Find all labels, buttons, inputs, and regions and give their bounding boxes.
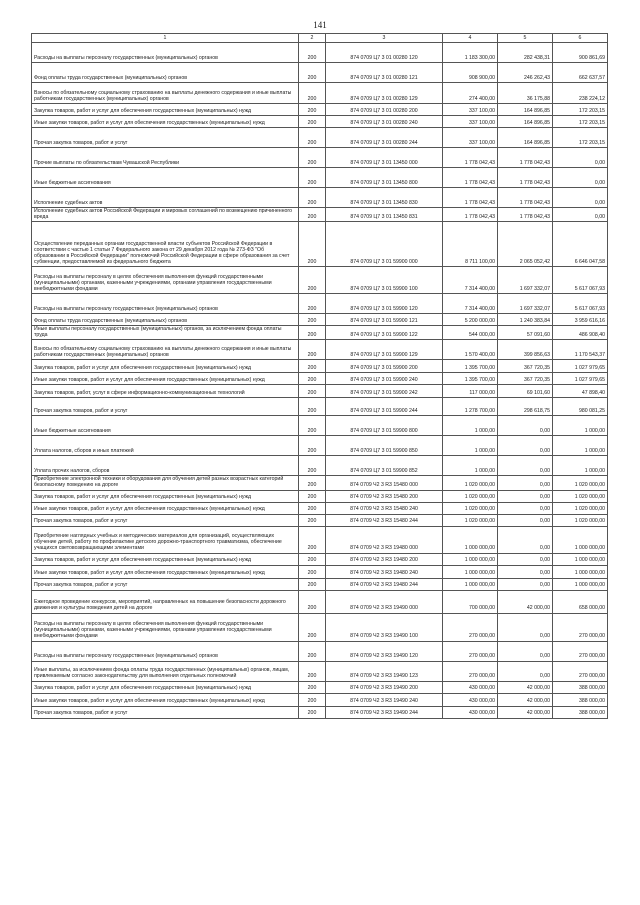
expense-name-cell: Исполнение судебных актов [32, 188, 299, 208]
approved-amount-cell: 7 314 400,00 [443, 294, 498, 314]
expense-name-cell: Приобретение наглядных учебных и методических материалов для организаций, осуществляющих обучение детей, работу по профилактике детского дорожно-транспортного травматизма, обеспечение учащихся световозвращающими элементами [32, 526, 299, 553]
expense-name-cell: Взносы по обязательному социальному страхованию на выплаты денежного содержания и иные выплаты работникам государственных (муниципальных) органов [32, 83, 299, 104]
remaining-amount-cell: 6 646 047,58 [553, 222, 608, 267]
table-row [32, 168, 608, 188]
expense-name-cell: Прочая закупка товаров, работ и услуг [32, 514, 299, 526]
line-code-cell: 200 [299, 148, 326, 168]
remaining-amount-cell: 1 170 543,37 [553, 340, 608, 360]
table-row [32, 514, 608, 526]
executed-amount-cell: 246 262,43 [498, 63, 553, 83]
executed-amount-cell: 0,00 [498, 578, 553, 590]
line-code-cell: 200 [299, 116, 326, 128]
budget-code-cell: 874 0709 Ч2 3 R3 19490 200 [326, 681, 443, 693]
approved-amount-cell: 1 000 000,00 [443, 553, 498, 565]
remaining-amount-cell: 662 637,57 [553, 63, 608, 83]
line-code-cell: 200 [299, 514, 326, 526]
approved-amount-cell: 1 020 000,00 [443, 490, 498, 502]
budget-code-cell: 874 0709 Ч2 3 R3 19490 100 [326, 613, 443, 641]
expense-name-cell: Иные закупки товаров, работ и услуг для обеспечения государственных (муниципальных) нужд [32, 565, 299, 578]
executed-amount-cell: 1 778 042,43 [498, 148, 553, 168]
executed-amount-cell: 0,00 [498, 490, 553, 502]
executed-amount-cell: 164 896,85 [498, 116, 553, 128]
expense-name-cell: Прочая закупка товаров, работ и услуг [32, 128, 299, 148]
table-row [32, 116, 608, 128]
line-code-cell: 200 [299, 565, 326, 578]
remaining-amount-cell: 1 027 979,65 [553, 373, 608, 385]
table-row [32, 565, 608, 578]
approved-amount-cell: 1 000 000,00 [443, 578, 498, 590]
executed-amount-cell: 2 065 052,42 [498, 222, 553, 267]
table-row [32, 222, 608, 267]
table-body [32, 43, 608, 719]
executed-amount-cell: 1 240 383,84 [498, 314, 553, 326]
budget-code-cell: 874 0709 Ц7 3 01 00280 129 [326, 83, 443, 104]
line-code-cell: 200 [299, 706, 326, 718]
table-row [32, 490, 608, 502]
approved-amount-cell: 430 000,00 [443, 693, 498, 706]
table-row [32, 63, 608, 83]
approved-amount-cell: 908 900,00 [443, 63, 498, 83]
remaining-amount-cell: 270 000,00 [553, 661, 608, 681]
approved-amount-cell: 1 020 000,00 [443, 476, 498, 490]
table-row [32, 385, 608, 398]
page-number: 141 [313, 20, 327, 30]
line-code-cell: 200 [299, 590, 326, 613]
approved-amount-cell: 7 314 400,00 [443, 267, 498, 294]
executed-amount-cell: 0,00 [498, 526, 553, 553]
remaining-amount-cell: 1 000 000,00 [553, 565, 608, 578]
budget-code-cell: 874 0709 Ц7 3 01 59900 120 [326, 294, 443, 314]
executed-amount-cell: 42 000,00 [498, 681, 553, 693]
table-row [32, 578, 608, 590]
remaining-amount-cell: 486 908,40 [553, 326, 608, 340]
table-row [32, 590, 608, 613]
table-row [32, 188, 608, 208]
table-row [32, 681, 608, 693]
remaining-amount-cell: 172 203,15 [553, 104, 608, 116]
remaining-amount-cell: 1 000,00 [553, 436, 608, 456]
expense-name-cell: Прочая закупка товаров, работ и услуг [32, 706, 299, 718]
expense-name-cell: Уплата прочих налогов, сборов [32, 456, 299, 476]
approved-amount-cell: 1 000,00 [443, 416, 498, 436]
line-code-cell: 200 [299, 314, 326, 326]
expense-name-cell: Прочая закупка товаров, работ и услуг [32, 578, 299, 590]
executed-amount-cell: 1 778 042,43 [498, 188, 553, 208]
budget-code-cell: 874 0709 Ц7 3 01 59900 100 [326, 267, 443, 294]
table-row [32, 128, 608, 148]
table-row [32, 693, 608, 706]
remaining-amount-cell: 658 000,00 [553, 590, 608, 613]
approved-amount-cell: 1 395 700,00 [443, 373, 498, 385]
budget-code-cell: 874 0709 Ц7 3 01 59900 000 [326, 222, 443, 267]
budget-table [31, 33, 608, 719]
table-row [32, 456, 608, 476]
table-row [32, 613, 608, 641]
line-code-cell: 200 [299, 436, 326, 456]
budget-code-cell: 874 0709 Ч2 3 R3 15480 200 [326, 490, 443, 502]
executed-amount-cell: 298 618,75 [498, 398, 553, 416]
budget-code-cell: 874 0709 Ц7 3 01 13450 830 [326, 188, 443, 208]
remaining-amount-cell: 270 000,00 [553, 641, 608, 661]
expense-name-cell: Расходы на выплаты персоналу государственных (муниципальных) органов [32, 641, 299, 661]
budget-code-cell: 874 0709 Ц7 3 01 59900 121 [326, 314, 443, 326]
executed-amount-cell: 367 720,35 [498, 373, 553, 385]
expense-name-cell: Закупка товаров, работ и услуг для обеспечения государственных (муниципальных) нужд [32, 360, 299, 373]
executed-amount-cell: 0,00 [498, 456, 553, 476]
remaining-amount-cell: 238 224,12 [553, 83, 608, 104]
remaining-amount-cell: 5 617 067,93 [553, 294, 608, 314]
approved-amount-cell: 1 000 000,00 [443, 565, 498, 578]
approved-amount-cell: 270 000,00 [443, 641, 498, 661]
approved-amount-cell: 337 100,00 [443, 128, 498, 148]
executed-amount-cell: 0,00 [498, 514, 553, 526]
approved-amount-cell: 5 200 000,00 [443, 314, 498, 326]
remaining-amount-cell: 388 000,00 [553, 681, 608, 693]
budget-code-cell: 874 0709 Ч2 3 R3 19490 244 [326, 706, 443, 718]
approved-amount-cell: 1 778 042,43 [443, 208, 498, 222]
executed-amount-cell: 282 438,31 [498, 43, 553, 63]
budget-code-cell: 874 0709 Ц7 3 01 59900 850 [326, 436, 443, 456]
expense-name-cell: Закупка товаров, работ и услуг для обеспечения государственных (муниципальных) нужд [32, 490, 299, 502]
line-code-cell: 200 [299, 208, 326, 222]
approved-amount-cell: 1 000,00 [443, 456, 498, 476]
executed-amount-cell: 0,00 [498, 416, 553, 436]
executed-amount-cell: 42 000,00 [498, 693, 553, 706]
line-code-cell: 200 [299, 83, 326, 104]
table-row [32, 267, 608, 294]
remaining-amount-cell: 172 203,15 [553, 116, 608, 128]
table-row [32, 641, 608, 661]
executed-amount-cell: 42 000,00 [498, 590, 553, 613]
line-code-cell: 200 [299, 553, 326, 565]
remaining-amount-cell: 0,00 [553, 148, 608, 168]
budget-code-cell: 874 0709 Ч2 3 R3 15480 244 [326, 514, 443, 526]
executed-amount-cell: 399 856,63 [498, 340, 553, 360]
approved-amount-cell: 337 100,00 [443, 104, 498, 116]
expense-name-cell: Расходы на выплаты персоналу в целях обеспечения выполнения функций государственными (муниципальными) органами, казенными учреждениями, органами управления государственными внебюджетными фондами [32, 267, 299, 294]
line-code-cell: 200 [299, 267, 326, 294]
expense-name-cell: Ежегодное проведение конкурсов, мероприятий, направленных на повышение безопасности дорожного движения и культуры поведения детей на дороге [32, 590, 299, 613]
budget-code-cell: 874 0709 Ч2 3 R3 15480 240 [326, 502, 443, 514]
expense-name-cell: Иные закупки товаров, работ и услуг для обеспечения государственных (муниципальных) нужд [32, 693, 299, 706]
budget-code-cell: 874 0709 Ц7 3 01 00280 240 [326, 116, 443, 128]
line-code-cell: 200 [299, 373, 326, 385]
column-number-2: 2 [299, 34, 326, 43]
line-code-cell: 200 [299, 578, 326, 590]
expense-name-cell: Прочая закупка товаров, работ и услуг [32, 398, 299, 416]
approved-amount-cell: 700 000,00 [443, 590, 498, 613]
expense-name-cell: Расходы на выплаты персоналу государственных (муниципальных) органов [32, 294, 299, 314]
line-code-cell: 200 [299, 340, 326, 360]
executed-amount-cell: 0,00 [498, 502, 553, 514]
approved-amount-cell: 1 278 700,00 [443, 398, 498, 416]
expense-name-cell: Расходы на выплаты персоналу государственных (муниципальных) органов [32, 43, 299, 63]
table-row [32, 314, 608, 326]
budget-code-cell: 874 0709 Ч2 3 R3 19480 000 [326, 526, 443, 553]
approved-amount-cell: 1 020 000,00 [443, 502, 498, 514]
budget-code-cell: 874 0709 Ц7 3 01 00280 200 [326, 104, 443, 116]
executed-amount-cell: 0,00 [498, 565, 553, 578]
expense-name-cell: Осуществление переданных органам государственной власти субъектов Российской Федерации в соответствии с частью 1 статьи 7 Федерального закона от 29 декабря 2012 года № 273-ФЗ "Об образовании в Российской Федерации" полномочий Российской Федерации в сфере образования за счет субвенции, предоставляемой из федерального бюджета [32, 222, 299, 267]
table-row [32, 340, 608, 360]
remaining-amount-cell: 0,00 [553, 188, 608, 208]
remaining-amount-cell: 388 000,00 [553, 706, 608, 718]
executed-amount-cell: 164 896,85 [498, 128, 553, 148]
table-row [32, 294, 608, 314]
remaining-amount-cell: 1 000,00 [553, 416, 608, 436]
expense-name-cell: Иные выплаты, за исключением фонда оплаты труда государственных (муниципальных) органов, лицам, привлекаемым согласно законодательству для выполнения отдельных полномочий [32, 661, 299, 681]
executed-amount-cell: 0,00 [498, 641, 553, 661]
remaining-amount-cell: 270 000,00 [553, 613, 608, 641]
executed-amount-cell: 0,00 [498, 553, 553, 565]
expense-name-cell: Расходы на выплаты персоналу в целях обеспечения выполнения функций государственными (муниципальными) органами, казенными учреждениями, органами управления государственными внебюджетными фондами [32, 613, 299, 641]
budget-code-cell: 874 0709 Ц7 3 01 00280 121 [326, 63, 443, 83]
budget-code-cell: 874 0709 Ц7 3 01 59900 242 [326, 385, 443, 398]
approved-amount-cell: 430 000,00 [443, 681, 498, 693]
remaining-amount-cell: 0,00 [553, 168, 608, 188]
table-row [32, 208, 608, 222]
executed-amount-cell: 0,00 [498, 661, 553, 681]
budget-code-cell: 874 0709 Ч2 3 R3 19480 200 [326, 553, 443, 565]
line-code-cell: 200 [299, 681, 326, 693]
line-code-cell: 200 [299, 398, 326, 416]
remaining-amount-cell: 980 081,25 [553, 398, 608, 416]
budget-code-cell: 874 0709 Ч2 3 R3 19490 123 [326, 661, 443, 681]
approved-amount-cell: 117 000,00 [443, 385, 498, 398]
budget-code-cell: 874 0709 Ч2 3 R3 15480 000 [326, 476, 443, 490]
expense-name-cell: Закупка товаров, работ и услуг для обеспечения государственных (муниципальных) нужд [32, 553, 299, 565]
remaining-amount-cell: 1 020 000,00 [553, 490, 608, 502]
budget-code-cell: 874 0709 Ч2 3 R3 19490 240 [326, 693, 443, 706]
remaining-amount-cell: 5 617 067,93 [553, 267, 608, 294]
line-code-cell: 200 [299, 456, 326, 476]
budget-code-cell: 874 0709 Ч2 3 R3 19480 240 [326, 565, 443, 578]
approved-amount-cell: 270 000,00 [443, 661, 498, 681]
budget-code-cell: 874 0709 Ц7 3 01 59900 122 [326, 326, 443, 340]
expense-name-cell: Иные выплаты персоналу государственных (муниципальных) органов, за исключением фонда оплаты труда [32, 326, 299, 340]
executed-amount-cell: 0,00 [498, 436, 553, 456]
budget-code-cell: 874 0709 Ц7 3 01 13450 000 [326, 148, 443, 168]
table-row [32, 502, 608, 514]
remaining-amount-cell: 172 203,15 [553, 128, 608, 148]
table-row [32, 373, 608, 385]
executed-amount-cell: 0,00 [498, 476, 553, 490]
expense-name-cell: Приобретение электронной техники и оборудования для обучения детей разных возрастных категорий безопасному поведению на дороге [32, 476, 299, 490]
column-number-6: 6 [553, 34, 608, 43]
line-code-cell: 200 [299, 43, 326, 63]
table-row [32, 526, 608, 553]
table-row [32, 43, 608, 63]
expense-name-cell: Закупка товаров, работ и услуг для обеспечения государственных (муниципальных) нужд [32, 681, 299, 693]
executed-amount-cell: 57 091,60 [498, 326, 553, 340]
expense-name-cell: Иные закупки товаров, работ и услуг для обеспечения государственных (муниципальных) нужд [32, 373, 299, 385]
budget-code-cell: 874 0709 Ц7 3 01 00280 120 [326, 43, 443, 63]
budget-code-cell: 874 0709 Ц7 3 01 59900 129 [326, 340, 443, 360]
table-row [32, 436, 608, 456]
remaining-amount-cell: 1 000,00 [553, 456, 608, 476]
budget-code-cell: 874 0709 Ч2 3 R3 19480 244 [326, 578, 443, 590]
table-row [32, 360, 608, 373]
budget-code-cell: 874 0709 Ц7 3 01 13450 831 [326, 208, 443, 222]
budget-code-cell: 874 0709 Ч2 3 R3 19490 000 [326, 590, 443, 613]
line-code-cell: 200 [299, 661, 326, 681]
approved-amount-cell: 270 000,00 [443, 613, 498, 641]
remaining-amount-cell: 900 861,69 [553, 43, 608, 63]
line-code-cell: 200 [299, 188, 326, 208]
approved-amount-cell: 1 183 300,00 [443, 43, 498, 63]
line-code-cell: 200 [299, 526, 326, 553]
table-row [32, 553, 608, 565]
budget-code-cell: 874 0709 Ц7 3 01 13450 800 [326, 168, 443, 188]
table-row [32, 416, 608, 436]
line-code-cell: 200 [299, 104, 326, 116]
line-code-cell: 200 [299, 490, 326, 502]
remaining-amount-cell: 1 020 000,00 [553, 514, 608, 526]
line-code-cell: 200 [299, 476, 326, 490]
budget-code-cell: 874 0709 Ц7 3 01 00280 244 [326, 128, 443, 148]
approved-amount-cell: 1 395 700,00 [443, 360, 498, 373]
table-row [32, 104, 608, 116]
expense-name-cell: Фонд оплаты труда государственных (муниципальных) органов [32, 63, 299, 83]
column-number-1: 1 [32, 34, 299, 43]
expense-name-cell: Уплата налогов, сборов и иных платежей [32, 436, 299, 456]
table-row [32, 326, 608, 340]
approved-amount-cell: 1 570 400,00 [443, 340, 498, 360]
executed-amount-cell: 1 697 332,07 [498, 294, 553, 314]
line-code-cell: 200 [299, 613, 326, 641]
approved-amount-cell: 544 000,00 [443, 326, 498, 340]
expense-name-cell: Закупка товаров, работ, услуг в сфере информационно-коммуникационных технологий [32, 385, 299, 398]
line-code-cell: 200 [299, 502, 326, 514]
budget-code-cell: 874 0709 Ц7 3 01 59900 200 [326, 360, 443, 373]
executed-amount-cell: 42 000,00 [498, 706, 553, 718]
expense-name-cell: Иные бюджетные ассигнования [32, 416, 299, 436]
line-code-cell: 200 [299, 128, 326, 148]
expense-name-cell: Фонд оплаты труда государственных (муниципальных) органов [32, 314, 299, 326]
executed-amount-cell: 1 697 332,07 [498, 267, 553, 294]
remaining-amount-cell: 388 000,00 [553, 693, 608, 706]
table-row [32, 398, 608, 416]
line-code-cell: 200 [299, 294, 326, 314]
executed-amount-cell: 367 720,35 [498, 360, 553, 373]
executed-amount-cell: 36 175,88 [498, 83, 553, 104]
remaining-amount-cell: 1 000 000,00 [553, 526, 608, 553]
expense-name-cell: Иные закупки товаров, работ и услуг для обеспечения государственных (муниципальных) нужд [32, 502, 299, 514]
approved-amount-cell: 1 778 042,43 [443, 188, 498, 208]
expense-name-cell: Исполнение судебных актов Российской Федерации и мировых соглашений по возмещению причиненного вреда [32, 208, 299, 222]
executed-amount-cell: 69 101,60 [498, 385, 553, 398]
remaining-amount-cell: 1 000 000,00 [553, 578, 608, 590]
budget-code-cell: 874 0709 Ц7 3 01 59900 240 [326, 373, 443, 385]
column-number-4: 4 [443, 34, 498, 43]
remaining-amount-cell: 1 020 000,00 [553, 502, 608, 514]
line-code-cell: 200 [299, 416, 326, 436]
approved-amount-cell: 1 000,00 [443, 436, 498, 456]
table-row [32, 83, 608, 104]
expense-name-cell: Прочие выплаты по обязательствам Чувашской Республики [32, 148, 299, 168]
remaining-amount-cell: 1 000 000,00 [553, 553, 608, 565]
line-code-cell: 200 [299, 326, 326, 340]
executed-amount-cell: 164 896,85 [498, 104, 553, 116]
line-code-cell: 200 [299, 693, 326, 706]
table-row [32, 706, 608, 718]
expense-name-cell: Закупка товаров, работ и услуг для обеспечения государственных (муниципальных) нужд [32, 104, 299, 116]
line-code-cell: 200 [299, 63, 326, 83]
executed-amount-cell: 1 778 042,43 [498, 208, 553, 222]
remaining-amount-cell: 1 020 000,00 [553, 476, 608, 490]
remaining-amount-cell: 3 959 616,16 [553, 314, 608, 326]
line-code-cell: 200 [299, 222, 326, 267]
line-code-cell: 200 [299, 360, 326, 373]
executed-amount-cell: 1 778 042,43 [498, 168, 553, 188]
remaining-amount-cell: 47 898,40 [553, 385, 608, 398]
remaining-amount-cell: 0,00 [553, 208, 608, 222]
budget-code-cell: 874 0709 Ц7 3 01 59900 244 [326, 398, 443, 416]
remaining-amount-cell: 1 027 979,65 [553, 360, 608, 373]
approved-amount-cell: 1 000 000,00 [443, 526, 498, 553]
approved-amount-cell: 1 020 000,00 [443, 514, 498, 526]
table-row [32, 476, 608, 490]
budget-code-cell: 874 0709 Ц7 3 01 59900 800 [326, 416, 443, 436]
approved-amount-cell: 274 400,00 [443, 83, 498, 104]
approved-amount-cell: 337 100,00 [443, 116, 498, 128]
executed-amount-cell: 0,00 [498, 613, 553, 641]
approved-amount-cell: 8 711 100,00 [443, 222, 498, 267]
budget-code-cell: 874 0709 Ч2 3 R3 19490 120 [326, 641, 443, 661]
line-code-cell: 200 [299, 641, 326, 661]
table-header-row [32, 34, 608, 43]
column-number-5: 5 [498, 34, 553, 43]
approved-amount-cell: 430 000,00 [443, 706, 498, 718]
expense-name-cell: Взносы по обязательному социальному страхованию на выплаты денежного содержания и иные выплаты работникам государственных (муниципальных) органов [32, 340, 299, 360]
expense-name-cell: Иные закупки товаров, работ и услуг для обеспечения государственных (муниципальных) нужд [32, 116, 299, 128]
approved-amount-cell: 1 778 042,43 [443, 168, 498, 188]
table-row [32, 661, 608, 681]
line-code-cell: 200 [299, 168, 326, 188]
line-code-cell: 200 [299, 385, 326, 398]
budget-code-cell: 874 0709 Ц7 3 01 59900 852 [326, 456, 443, 476]
expense-name-cell: Иные бюджетные ассигнования [32, 168, 299, 188]
table-row [32, 148, 608, 168]
column-number-3: 3 [326, 34, 443, 43]
approved-amount-cell: 1 778 042,43 [443, 148, 498, 168]
